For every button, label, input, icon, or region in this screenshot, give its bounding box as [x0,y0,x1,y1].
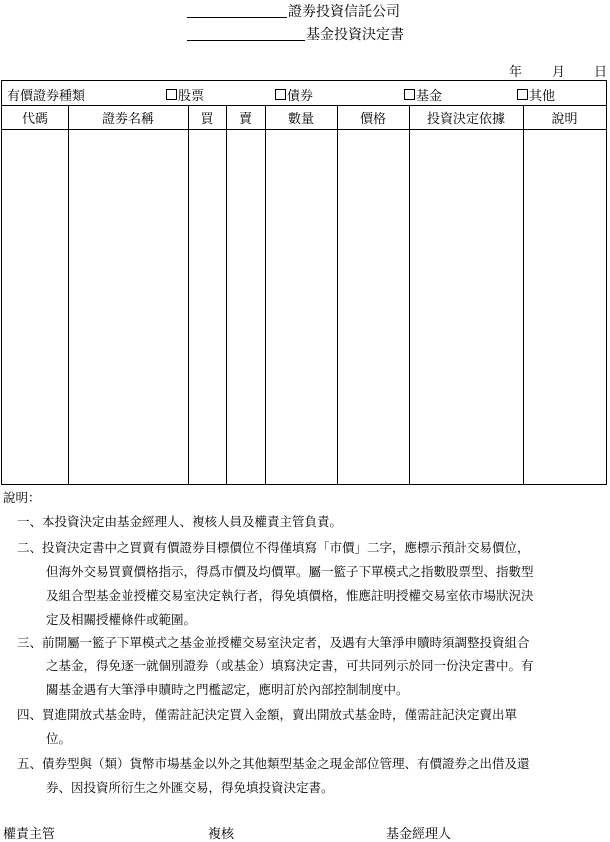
column-header-code: 代碼 [21,112,48,127]
checkbox-icon [166,89,177,100]
row-divider [2,105,606,106]
column-divider [409,105,410,484]
column-header-price: 價格 [359,112,386,127]
checkbox-icon [275,89,286,100]
date-day-label: 日 [594,65,608,80]
checkbox-other[interactable] [517,85,555,104]
column-divider [337,105,338,484]
signature-supervisor: 權責主管 [3,827,56,842]
column-divider [523,105,524,484]
note-line: 三、前開屬一籃子下單模式之基金並授權交易室決定者，及遇有大筆淨申贖時須調整投資組合 [17,635,530,650]
column-header-remarks: 說明 [551,112,578,127]
checkbox-other-label: 其他 [529,89,556,104]
note-line: 關基金遇有大筆淨申贖時之門檻認定，應明訂於內部控制制度中。 [46,682,409,697]
fund-name-blank [187,40,305,41]
checkbox-fund-label: 基金 [416,89,443,104]
checkbox-stock-label: 股票 [178,89,205,104]
column-header-quantity: 數量 [287,112,314,127]
date-month-label: 月 [552,65,566,80]
column-header-buy: 買 [200,112,214,127]
header-divider [2,129,606,130]
checkbox-icon [404,89,415,100]
note-line: 但海外交易買賣價格指示，得爲市價及均價單。屬一籃子下單模式之指數股票型、指數型 [46,564,534,579]
note-line: 五、債券型與（類）貨幣市場基金以外之其他類型基金之現金部位管理、有價證券之出借及還 [17,756,530,771]
title-line-1: 證劵投資信託公司 [288,4,400,20]
company-name-blank [187,17,287,18]
column-divider [265,105,266,484]
checkbox-stock[interactable] [166,85,204,104]
column-divider [68,105,69,484]
column-header-basis: 投資決定依據 [426,112,505,127]
note-line: 之基金，得免逐一就個別證券（或基金）填寫決定書，可共同列示於同一份決定書中。有 [46,658,534,673]
note-line: 及組合型基金並授權交易室決定執行者，得免填價格，惟應註明授權交易室依市場狀況決 [46,588,534,603]
signature-fund-manager: 基金經理人 [386,827,452,842]
notes-heading: 說明： [3,490,41,505]
checkbox-fund[interactable] [404,85,442,104]
note-line: 券、因投資所衍生之外匯交易，得免填投資決定書。 [46,780,334,795]
date-year-label: 年 [509,65,523,80]
note-line: 位。 [46,731,72,746]
checkbox-bond-label: 債券 [287,89,314,104]
title-line-2: 基金投資決定書 [306,27,404,43]
security-type-label: 有價證券種類 [7,89,86,104]
decision-table [1,80,607,485]
signature-reviewer: 複核 [208,827,235,842]
column-divider [226,105,227,484]
checkbox-bond[interactable] [275,85,313,104]
note-line: 一、本投資決定由基金經理人、複核人員及權責主管負責。 [17,514,343,529]
column-header-sell: 賣 [238,112,252,127]
column-divider [188,105,189,484]
column-header-security-name: 證劵名稱 [101,112,154,127]
checkbox-icon [517,89,528,100]
note-line: 定及相關授權條件或範圍。 [46,612,197,627]
note-line: 二、投資決定書中之買賣有價證券目標價位不得僅填寫「市價」二字，應標示預計交易價位， [17,540,530,555]
note-line: 四、買進開放式基金時，僅需註記決定買入金額，賣出開放式基金時，僅需註記決定賣出單 [17,707,518,722]
